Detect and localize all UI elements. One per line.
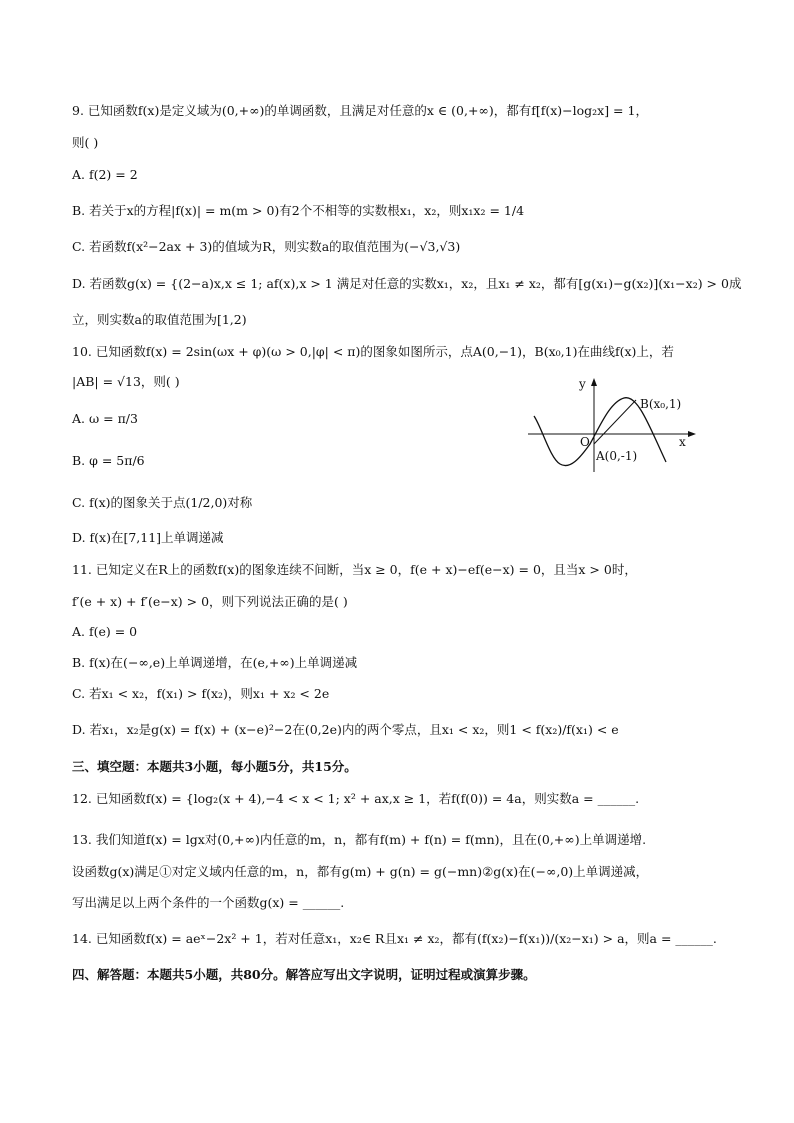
q11-option-c: C. 若x₁ < x₂，f(x₁) > f(x₂)，则x₁ + x₂ < 2e bbox=[72, 686, 330, 701]
q13-line-1: 13. 我们知道f(x) = lgx对(0,+∞)内任意的m，n，都有f(m) + f(n) = f(mn)，且在(0,+∞)上单调递增. bbox=[72, 832, 647, 847]
point-a-label: A(0,-1) bbox=[596, 449, 638, 463]
q11-option-b: B. f(x)在(−∞,e)上单调递增，在(e,+∞)上单调递减 bbox=[72, 655, 358, 670]
q10-option-a: A. ω = π/3 bbox=[72, 411, 138, 426]
q9-option-b: B. 若关于x的方程|f(x)| = m(m > 0)有2个不相等的实数根x₁，x₂，则x₁x₂ = 1/4 bbox=[72, 203, 525, 218]
y-axis-label: y bbox=[579, 377, 586, 391]
point-b-label: B(x₀,1) bbox=[640, 397, 682, 411]
q10-option-c: C. f(x)的图象关于点(1/2,0)对称 bbox=[72, 495, 253, 510]
y-axis-arrow bbox=[591, 378, 597, 386]
q13-line-2: 设函数g(x)满足①对定义域内任意的m，n，都有g(m) + g(n) = g(−mn)②g(x)在(−∞,0)上单调递减， bbox=[72, 864, 649, 879]
q9-option-d: D. 若函数g(x) = {(2−a)x,x ≤ 1; af(x),x > 1 满足对任意的实数x₁，x₂，且x₁ ≠ x₂，都有[g(x₁)−g(x₂)](x₁−x₂) > 0成 bbox=[72, 276, 742, 291]
sine-graph-figure bbox=[528, 376, 698, 476]
origin-label: O bbox=[580, 435, 590, 449]
section-4-heading: 四、解答题：本题共5小题，共80分。解答应写出文字说明，证明过程或演算步骤。 bbox=[72, 967, 536, 982]
q9-option-d-continued: 立，则实数a的取值范围为[1,2) bbox=[72, 312, 247, 327]
q13-line-3: 写出满足以上两个条件的一个函数g(x) = ______. bbox=[72, 895, 345, 910]
q10-stem: 10. 已知函数f(x) = 2sin(ωx + φ)(ω > 0,|φ| < π)的图象如图所示，点A(0,−1)，B(x₀,1)在曲线f(x)上，若 bbox=[72, 344, 674, 359]
q11-stem: 11. 已知定义在R上的函数f(x)的图象连续不间断，当x ≥ 0，f(e + x)−ef(e−x) = 0，且当x > 0时， bbox=[72, 562, 637, 577]
q11-option-d: D. 若x₁，x₂是g(x) = f(x) + (x−e)²−2在(0,2e)内的两个零点，且x₁ < x₂，则1 < f(x₂)/f(x₁) < e bbox=[72, 722, 619, 737]
q10-option-d: D. f(x)在[7,11]上单调递减 bbox=[72, 530, 224, 545]
q10-stem-continued: |AB| = √13，则( ) bbox=[72, 374, 180, 389]
q14: 14. 已知函数f(x) = aeˣ−2x² + 1，若对任意x₁，x₂∈ R且x₁ ≠ x₂，都有(f(x₂)−f(x₁))/(x₂−x₁) > a，则a = ______. bbox=[72, 931, 717, 946]
q9-stem-continued: 则( ) bbox=[72, 135, 99, 150]
section-3-heading: 三、填空题：本题共3小题，每小题5分，共15分。 bbox=[72, 759, 357, 774]
q10-option-b: B. φ = 5π/6 bbox=[72, 453, 145, 468]
q12: 12. 已知函数f(x) = {log₂(x + 4),−4 < x < 1; x² + ax,x ≥ 1，若f(f(0)) = 4a，则实数a = ______. bbox=[72, 791, 640, 806]
segment-ab bbox=[594, 400, 636, 444]
q11-stem-continued: f′(e + x) + f′(e−x) > 0，则下列说法正确的是( ) bbox=[72, 594, 348, 609]
q9-stem: 9. 已知函数f(x)是定义域为(0,+∞)的单调函数，且满足对任意的x ∈ (0,+∞)，都有f[f(x)−log₂x] = 1， bbox=[72, 103, 648, 118]
q9-option-a: A. f(2) = 2 bbox=[72, 167, 138, 182]
q9-option-c: C. 若函数f(x²−2ax + 3)的值域为R，则实数a的取值范围为(−√3,√3) bbox=[72, 239, 461, 254]
q11-option-a: A. f(e) = 0 bbox=[72, 624, 138, 639]
x-axis-arrow bbox=[688, 431, 696, 437]
x-axis-label: x bbox=[679, 435, 686, 449]
